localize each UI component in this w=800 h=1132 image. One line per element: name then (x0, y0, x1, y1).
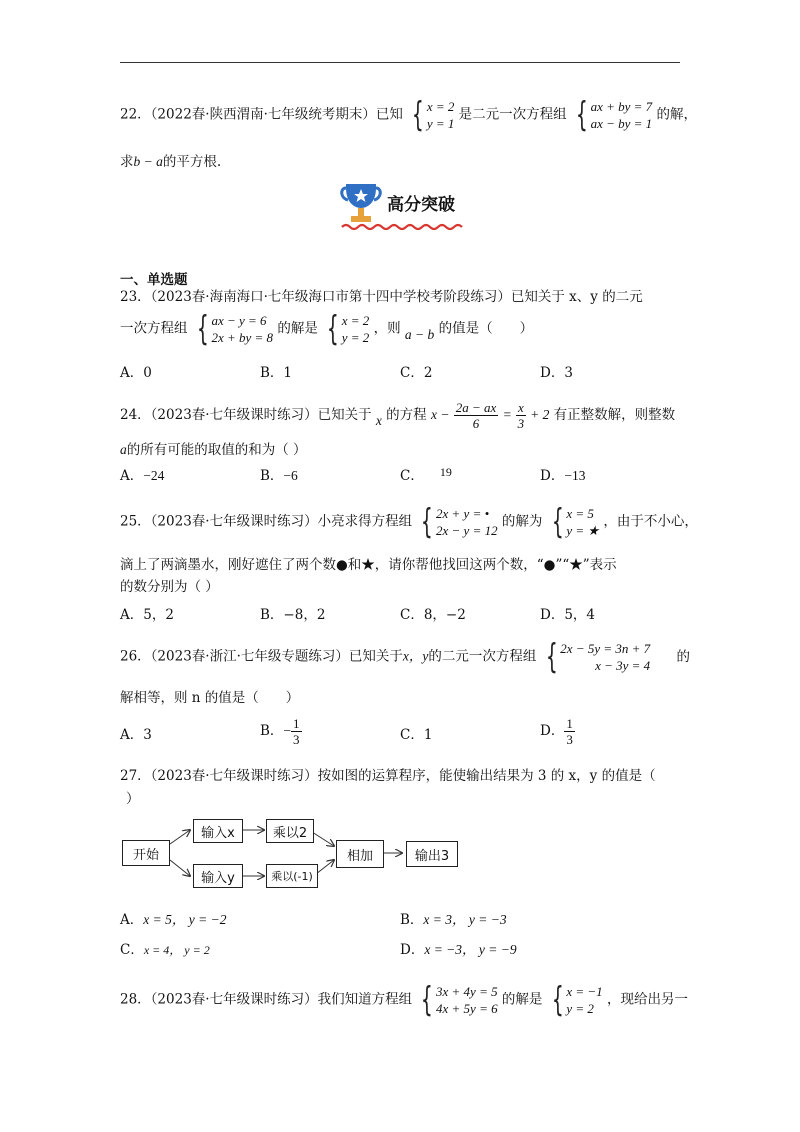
question-24-line2: a的所有可能的取值的和为（ ） (120, 442, 307, 458)
section-heading: 一、单选题 (120, 272, 188, 288)
flow-multiply-2: 乘以2 (266, 819, 314, 843)
flow-add: 相加 (336, 840, 384, 868)
question-23-line2: 一次方程组 { ax − y = 6 2x + by = 8 的解是 { x = 2 y = 2 ，则 a − b 的值是（ ） (120, 309, 534, 349)
high-score-banner (340, 180, 465, 232)
q26-option-a[interactable]: A．3 (120, 727, 152, 743)
flow-input-x: 输入x (193, 819, 243, 843)
q27-option-b[interactable]: B．x = 3， y = −3 (400, 912, 507, 928)
question-23: 23．（2023春·海南海口·七年级海口市第十四中学校考阶段练习）已知关于 x、y 的二元 (120, 289, 643, 305)
q22-system: { ax + by = 7 ax − by = 1 (575, 95, 653, 135)
question-26: 26．（2023春·浙江·七年级专题练习）已知关于x，y的二元一次方程组 { 2x − 5y = 3n + 7 x − 3y = 4 的 (120, 637, 690, 677)
question-27: 27．（2023春·七年级课时练习）按如图的运算程序，能使输出结果为 3 的 x，y 的值是（ (120, 768, 656, 784)
q25-option-d[interactable]: D．5，4 (540, 607, 596, 623)
question-25-line3: 的数分别为（ ） (120, 579, 219, 595)
flow-multiply-neg1: 乘以(-1) (266, 864, 318, 888)
flow-output: 输出3 (406, 841, 458, 867)
banner-label: 高分突破 (387, 195, 455, 215)
q26-option-c[interactable]: C．1 (400, 727, 433, 743)
header-rule (120, 62, 680, 63)
question-28: 28．（2023春·七年级课时练习）我们知道方程组 { 3x + 4y = 5 4x + 5y = 6 的解是 { x = −1 y = 2 ，现给出另一 (120, 980, 688, 1020)
q26-option-d[interactable]: D． $\frac{1}{3}$ (540, 716, 573, 747)
question-27-line2: ） (126, 791, 140, 807)
q24-option-d[interactable]: D．−13 (540, 468, 586, 484)
q22-solution: { x = 2 y = 1 (412, 95, 455, 135)
q23-option-b[interactable]: B．1 (260, 365, 293, 381)
banner-wave (340, 222, 465, 232)
q27-option-a[interactable]: A．x = 5， y = −2 (120, 912, 227, 928)
q25-option-a[interactable]: A．5，2 (120, 607, 174, 623)
question-25-line2: 滴上了两滴墨水，刚好遮住了两个数●和★，请你帮他找回这两个数，“●”“★”表示 (120, 557, 617, 573)
q25-option-b[interactable]: B．−8，2 (260, 607, 326, 623)
question-26-line2: 解相等，则 n 的值是（ ） (120, 690, 300, 706)
operation-flowchart (118, 818, 478, 890)
question-25: 25．（2023春·七年级课时练习）小亮求得方程组 { 2x + y = • 2x − y = 12 的解为 { x = 5 y = ★ ，由于不小心， (120, 502, 698, 542)
q26-option-b[interactable]: B．− $\frac{1}{3}$ (260, 716, 300, 747)
q24-option-b[interactable]: B．−6 (260, 468, 298, 484)
q24-option-a[interactable]: A．−24 (120, 468, 165, 484)
q23-option-d[interactable]: D．3 (540, 365, 573, 381)
q24-option-c[interactable]: C． 19 (400, 465, 452, 484)
question-22-line2: 求b − a的平方根. (120, 154, 222, 170)
question-22: 22．（2022春·陕西渭南·七年级统考期末）已知 { x = 2 y = 1 是二元一次方程组 { ax + by = 7 ax − by = 1 的解， (120, 95, 697, 135)
flow-start: 开始 (122, 840, 170, 866)
q27-option-d[interactable]: D．x = −3， y = −9 (400, 942, 517, 958)
q23-option-a[interactable]: A．0 (120, 365, 152, 381)
trophy-icon (340, 180, 382, 228)
question-24: 24．（2023春·七年级课时练习）已知关于 x 的方程 x − $\frac{2a - ax}{6}$ = $\frac{x}{3}$ + 2 有正整数解，则整数 (120, 400, 676, 431)
q27-option-c[interactable]: C．x = 4， y = 2 (120, 942, 210, 958)
flow-input-y: 输入y (193, 864, 243, 888)
q23-option-c[interactable]: C．2 (400, 365, 433, 381)
q25-option-c[interactable]: C．8，−2 (400, 607, 466, 623)
